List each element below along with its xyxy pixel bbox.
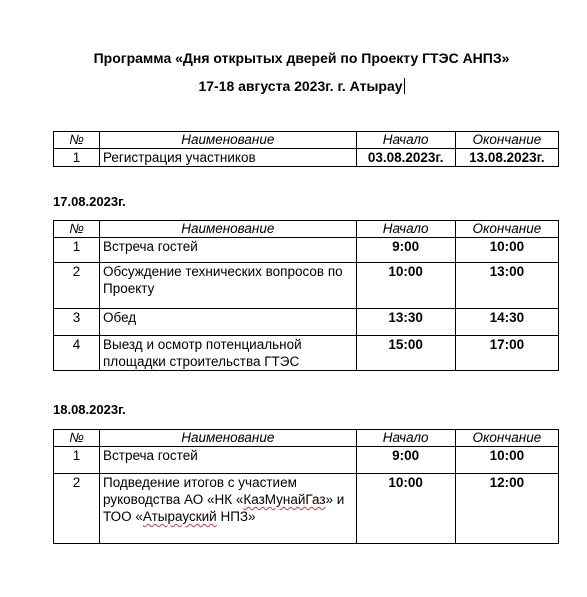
day2-date-heading: 18.08.2023г. xyxy=(53,402,126,417)
col-header-name: Наименование xyxy=(100,132,357,149)
row-num: 3 xyxy=(54,309,100,336)
row-name: Обед xyxy=(100,309,357,336)
row-name: Обсуждение технических вопросов по Проекту xyxy=(100,263,357,309)
row-num: 2 xyxy=(54,474,100,544)
row-start: 15:00 xyxy=(356,336,455,371)
row-end: 14:30 xyxy=(455,309,558,336)
table-header-row xyxy=(54,430,559,447)
row-end: 10:00 xyxy=(455,447,558,474)
table-row xyxy=(54,336,559,371)
table-row xyxy=(54,309,559,336)
col-header-name: Наименование xyxy=(100,221,357,238)
row-end: 13:00 xyxy=(455,263,558,309)
row-start: 10:00 xyxy=(356,263,455,309)
row-name: Встреча гостей xyxy=(100,238,357,263)
row-num: 1 xyxy=(54,238,100,263)
subtitle-text: 17-18 августа 2023г. г. Атырау xyxy=(198,78,403,94)
row-num: 1 xyxy=(54,447,100,474)
text-cursor xyxy=(404,78,405,94)
row-end: 10:00 xyxy=(455,238,558,263)
spellcheck-marked-word: КазМунайГаз xyxy=(243,492,326,507)
row-end: 13.08.2023г. xyxy=(455,149,558,167)
row-start: 03.08.2023г. xyxy=(356,149,455,167)
row-name-text: Подведение итогов с участием руководства АО «НК « xyxy=(103,475,297,507)
table-header-row xyxy=(54,132,559,149)
row-name: Встреча гостей xyxy=(100,447,357,474)
row-start: 9:00 xyxy=(356,238,455,263)
row-name: Регистрация участников xyxy=(100,149,357,167)
col-header-num: № xyxy=(54,132,100,149)
col-header-start: Начало xyxy=(356,132,455,149)
table-row xyxy=(54,238,559,263)
row-start: 10:00 xyxy=(356,474,455,544)
col-header-end: Окончание xyxy=(455,221,558,238)
table-row xyxy=(54,447,559,474)
col-header-start: Начало xyxy=(356,221,455,238)
row-start: 9:00 xyxy=(356,447,455,474)
table-row xyxy=(54,149,559,167)
row-num: 1 xyxy=(54,149,100,167)
col-header-start: Начало xyxy=(356,430,455,447)
col-header-name: Наименование xyxy=(100,430,357,447)
day1-table xyxy=(53,220,559,371)
col-header-end: Окончание xyxy=(455,430,558,447)
row-name-text: НПЗ» xyxy=(216,509,256,524)
row-num: 4 xyxy=(54,336,100,371)
col-header-end: Окончание xyxy=(455,132,558,149)
day1-date-heading: 17.08.2023г. xyxy=(53,194,126,209)
table-row xyxy=(54,263,559,309)
table-row xyxy=(54,474,559,544)
row-name xyxy=(100,474,357,544)
row-num: 2 xyxy=(54,263,100,309)
document-subtitle xyxy=(8,78,587,94)
row-name-text: » и ТОО « xyxy=(103,492,345,524)
spellcheck-marked-word: Атырауский xyxy=(142,509,217,524)
col-header-num: № xyxy=(54,430,100,447)
row-end: 17:00 xyxy=(455,336,558,371)
day2-table xyxy=(53,429,559,544)
row-end: 12:00 xyxy=(455,474,558,544)
col-header-num: № xyxy=(54,221,100,238)
table-header-row xyxy=(54,221,559,238)
row-name: Выезд и осмотр потенциальной площадки строительства ГТЭС xyxy=(100,336,357,371)
registration-table xyxy=(53,131,559,167)
row-start: 13:30 xyxy=(356,309,455,336)
document-title: Программа «Дня открытых дверей по Проекту ГТЭС АНПЗ» xyxy=(93,50,510,66)
